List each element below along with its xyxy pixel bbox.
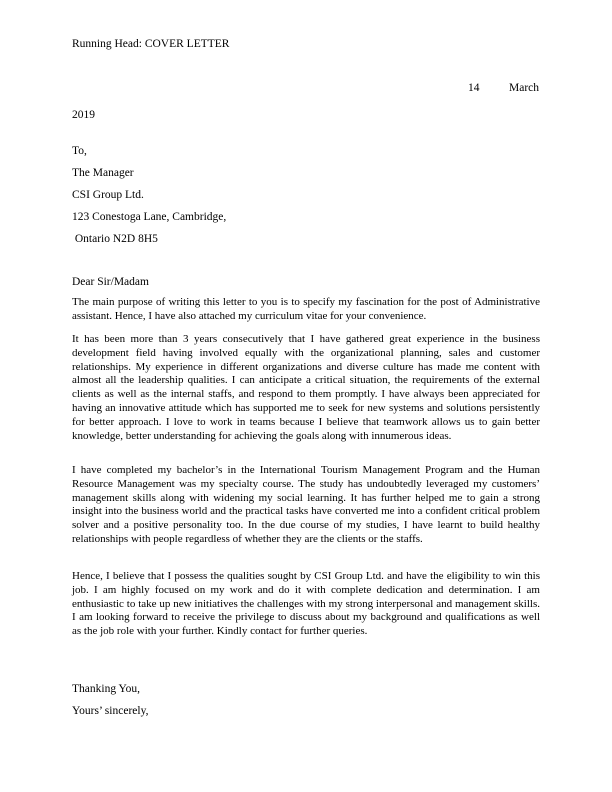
recipient-to: To, bbox=[72, 145, 87, 157]
body-paragraph-3: I have completed my bachelor’s in the International Tourism Management Program and the Human Resource Management was my specialty course. The study has undoubtedly leveraged my customers’ management skills along with widening my social learning. It has further helped me to gain a strong insight into the business world and the practical tasks have converted me into a confident critical problem solver and a positive personality too. In the due course of my studies, I have learnt to build healthy relationships with people regardless of whether they are the clients or the staffs. bbox=[72, 464, 540, 545]
date-year: 2019 bbox=[72, 109, 95, 121]
body-paragraph-4: Hence, I believe that I possess the qualities sought by CSI Group Ltd. and have the eligibility to win this job. I am highly focused on my work and do it with complete dedication and determination. I am enthusiastic to take up new initiatives the challenges with my strong interpersonal and management skills. I am looking forward to receive the privilege to discuss about my background and qualifications as well as the job role with your further. Kindly contact for further queries. bbox=[72, 570, 540, 638]
date-day: 14 bbox=[468, 82, 480, 94]
recipient-address-line1: 123 Conestoga Lane, Cambridge, bbox=[72, 211, 227, 223]
recipient-title: The Manager bbox=[72, 167, 134, 179]
recipient-address-line2: Ontario N2D 8H5 bbox=[72, 233, 158, 245]
closing-thanks: Thanking You, bbox=[72, 683, 141, 695]
recipient-company: CSI Group Ltd. bbox=[72, 189, 144, 201]
body-paragraph-2: It has been more than 3 years consecutively that I have gathered great experience in the business development field having involved equally with the organizational planning, sales and customer relationships. My experience in different organizations and diverse culture has made me content with almost all the leadership qualities. I can anticipate a critical situation, the requirements of the external clients as well as the internal staffs, and respond to them promptly. I have always been appreciated for having an innovative attitude which has supported me to seek for new systems and solutions persistently for better approach. I love to work in teams because I believe that teamwork allows us to gain better knowledge, better understanding for achieving the goals along with innumerous ideas. bbox=[72, 333, 540, 442]
date-month: March bbox=[509, 82, 540, 94]
salutation: Dear Sir/Madam bbox=[72, 276, 149, 288]
closing-signoff: Yours’ sincerely, bbox=[72, 705, 149, 717]
running-head: Running Head: COVER LETTER bbox=[72, 38, 230, 50]
body-paragraph-1: The main purpose of writing this letter to you is to specify my fascination for the post of Administrative assistant. Hence, I have also attached my curriculum vitae for your convenience. bbox=[72, 296, 540, 322]
